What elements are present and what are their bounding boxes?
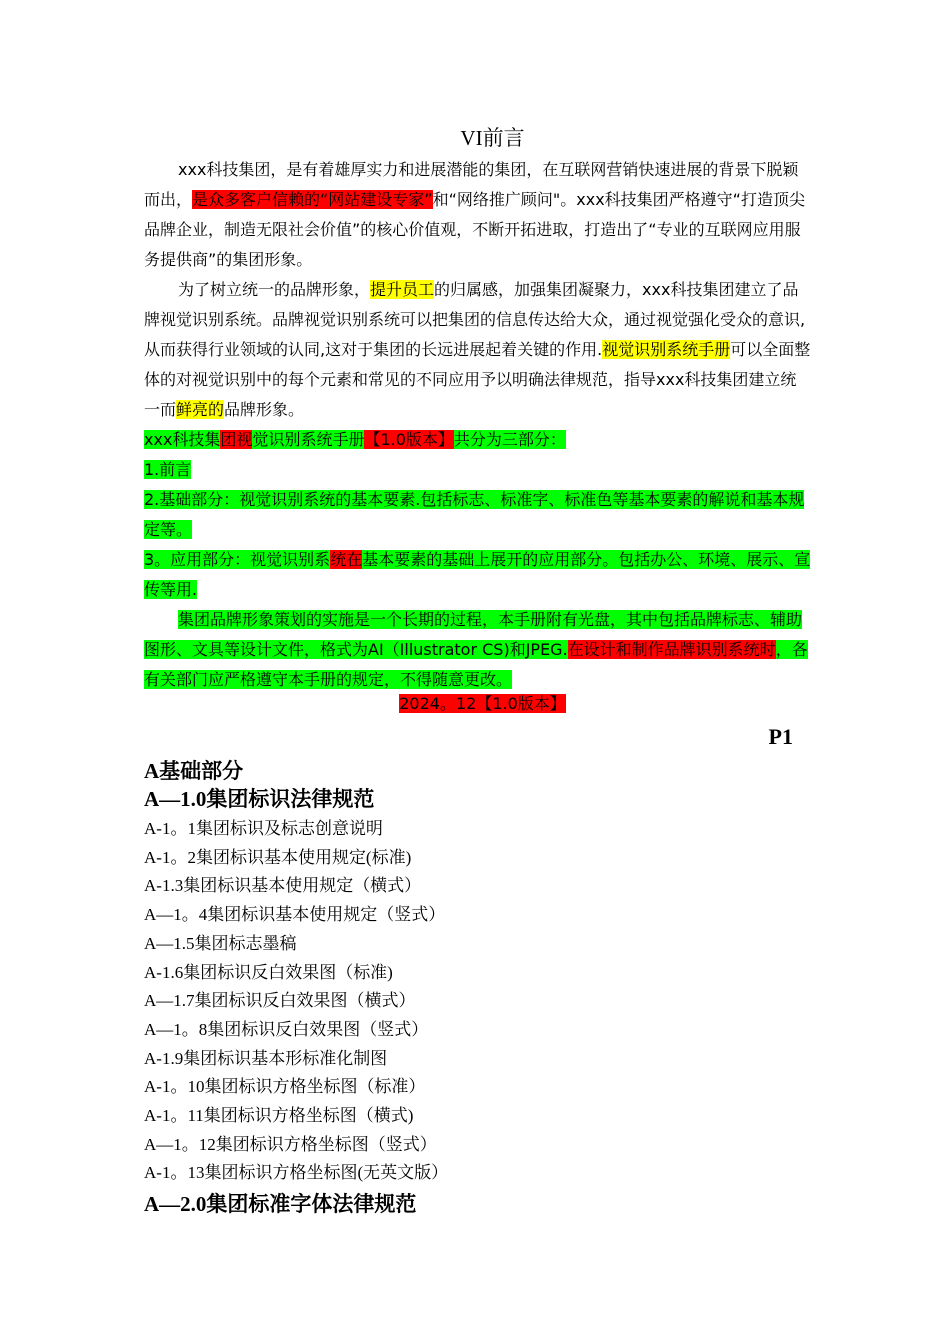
toc-item: A-1。13集团标识方格坐标图(无英文版） — [144, 1163, 449, 1183]
toc-chapter-heading: A—2.0集团标准字体法律规范 — [144, 1192, 417, 1217]
highlight-red: 统在 — [330, 550, 363, 569]
toc-item: A-1.9集团标识基本形标准化制图 — [144, 1048, 388, 1068]
highlight-green: ，各有关部门应严格遵守本手册的规定，不得随意更改。 — [144, 640, 808, 689]
toc-item: A—1.5集团标志墨稿 — [144, 933, 297, 953]
highlight-green: 3。应用部分：视觉识别系 — [144, 550, 331, 569]
toc-chapter-heading: A—1.0集团标识法律规范 — [144, 787, 375, 811]
manual-part-3 — [144, 545, 812, 605]
toc-item: A-1.6集团标识反白效果图（标准) — [144, 962, 393, 982]
toc-section-heading: A基础部分 — [144, 759, 244, 783]
text-run: 的归属感，加强集团凝聚力，xxx科技集团建立了品牌视觉识别系统。品牌视觉识别系统可以把集团的信息传达给大众，通过视觉强化受众的意识,从而获得行业领域的认同,这对于集团的长远进展起着关键的作用. — [144, 280, 806, 359]
highlight-green: xxx科技集 — [144, 430, 221, 449]
page-number: P1 — [768, 724, 793, 749]
preface-paragraph-2 — [144, 275, 812, 425]
highlight-yellow: 鲜亮的 — [176, 400, 225, 419]
toc-item: A-1。2集团标识基本使用规定(标准) — [144, 847, 412, 867]
toc-item: A-1。1集团标识及标志创意说明 — [144, 819, 383, 838]
toc-item: A—1。4集团标识基本使用规定（竖式） — [144, 905, 446, 925]
highlight-green: 共分为三部分： — [453, 430, 566, 449]
toc-item: A-1.3集团标识基本使用规定（横式） — [144, 876, 422, 896]
text-run: 品牌形象。 — [224, 400, 305, 419]
toc-item: A—1。12集团标识方格坐标图（竖式） — [144, 1134, 437, 1154]
highlight-green: 集团品牌形象策划的实施是一个长期的过程，本手册附有光盘，其中包括品牌标志、辅助图形、文具等设计文件，格式为AI（Illustrator CS)和JPEG. — [144, 610, 803, 659]
toc-item: A—1.7集团标识反白效果图（横式） — [144, 991, 416, 1011]
highlight-yellow: 提升员工 — [370, 280, 435, 299]
text-run: 可以全面整体的对视觉识别中的每个元素和常见的不同应用予以明确法律规范，指导xxx科技集团建立统一而 — [144, 340, 811, 419]
manual-structure-heading — [144, 425, 812, 455]
highlight-red: 2024。12【1.0版本】 — [399, 694, 566, 713]
text-run: 为了树立统一的品牌形象， — [178, 280, 371, 299]
preface-paragraph-1 — [144, 155, 812, 275]
text-run: xxx科技集团，是有着雄厚实力和进展潜能的集团，在互联网营销快速进展的背景下脱颖而出， — [144, 160, 799, 209]
highlight-green: 2.基础部分：视觉识别系统的基本要素.包括标志、标准字、标准色等基本要素的解说和基本规定等。 — [144, 490, 805, 539]
implementation-paragraph — [144, 605, 812, 695]
highlight-red: 【1.0版本】 — [364, 430, 454, 449]
highlight-green: 基本要素的基础上展开的应用部分。包括办公、环境、展示、宣传等用. — [144, 550, 811, 599]
toc-item: A—1。8集团标识反白效果图（竖式） — [144, 1019, 429, 1039]
highlight-red: 在设计和制作品牌识别系统时 — [567, 640, 776, 659]
highlight-yellow: 视觉识别系统手册 — [602, 340, 731, 359]
toc-list — [144, 815, 824, 1188]
manual-part-1 — [144, 455, 812, 485]
toc-item: A-1。11集团标识方格坐标图（横式) — [144, 1106, 414, 1126]
text-run: 和“网络推广顾问"。xxx科技集团严格遵守“打造顶尖品牌企业，制造无限社会价值”的核心价值观，不断开拓进取，打造出了“专业的互联网应用服务提供商”的集团形象。 — [144, 190, 805, 269]
table-of-contents — [144, 757, 824, 1218]
page-title: VI前言 — [460, 126, 525, 150]
highlight-green: 1.前言 — [144, 460, 192, 479]
version-date — [0, 690, 950, 718]
highlight-green: 觉识别系统手册 — [252, 430, 365, 449]
preface-body — [144, 155, 812, 695]
highlight-red: 团视 — [220, 430, 253, 449]
highlight-red: 是众多客户信赖的“网站建设专家” — [192, 190, 433, 209]
manual-part-2 — [144, 485, 812, 545]
toc-item: A-1。10集团标识方格坐标图（标准） — [144, 1077, 426, 1097]
